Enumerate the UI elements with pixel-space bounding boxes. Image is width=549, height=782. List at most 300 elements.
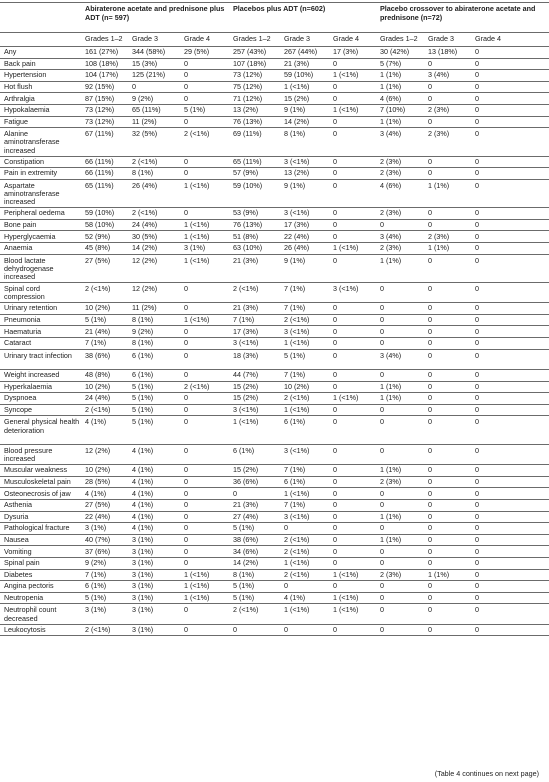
row-value: 0 [428, 208, 433, 218]
row-value: 0 [428, 283, 433, 293]
row-value: 9 (2%) [132, 326, 154, 336]
table-row [0, 349, 549, 369]
row-value: 0 [428, 581, 433, 591]
row-value: 7 (1%) [284, 500, 306, 510]
row-value: 0 [333, 511, 338, 521]
row-value: 27 (4%) [233, 511, 259, 521]
row-value: 0 [475, 93, 480, 103]
row-value: 12 (2%) [85, 445, 111, 455]
row-value: 66 (11%) [85, 156, 114, 166]
row-value: 0 [428, 370, 433, 380]
row-label: Syncope [4, 405, 32, 415]
row-value: 0 [333, 488, 338, 498]
row-value: 0 [184, 326, 188, 336]
row-value: 2 (<1%) [85, 283, 111, 293]
row-value: 0 [475, 417, 480, 427]
row-value: 0 [475, 624, 480, 634]
row-value: 15 (2%) [233, 381, 259, 391]
row-value: 73 (12%) [233, 70, 263, 80]
row-value: 1 (<1%) [284, 488, 310, 498]
row-value: 2 (3%) [428, 231, 450, 241]
row-value: 0 [184, 558, 188, 568]
row-value: 2 (<1%) [284, 315, 310, 325]
row-value: 1 (<1%) [333, 70, 359, 80]
row-value: 4 (1%) [132, 476, 154, 486]
row-value: 0 [184, 511, 188, 521]
row-value: 0 [333, 500, 338, 510]
row-label: Hypertension [4, 70, 47, 80]
row-value: 1 (1%) [380, 393, 402, 403]
row-value: 0 [428, 534, 433, 544]
row-value: 0 [333, 338, 338, 348]
row-value: 0 [333, 476, 338, 486]
row-value: 30 (5%) [132, 231, 158, 241]
row-value: 0 [333, 58, 338, 68]
row-value: 7 (1%) [233, 315, 255, 325]
row-value: 0 [475, 488, 480, 498]
row-value: 0 [428, 303, 433, 313]
row-value: 2 (<1%) [184, 129, 210, 139]
row-value: 57 (9%) [233, 168, 259, 178]
row-value: 26 (4%) [132, 180, 158, 190]
group-header-row [0, 3, 549, 33]
row-value: 0 [475, 70, 480, 80]
row-value: 0 [380, 624, 385, 634]
row-value: 1 (<1%) [333, 592, 359, 602]
row-value: 0 [428, 168, 433, 178]
row-label: Diabetes [4, 569, 33, 579]
row-value: 0 [333, 180, 338, 190]
row-value: 2 (<1%) [233, 283, 259, 293]
row-value: 0 [184, 488, 188, 498]
row-value: 8 (1%) [284, 129, 306, 139]
row-value: 0 [380, 592, 385, 602]
row-value: 0 [333, 81, 338, 91]
row-value: 5 (1%) [85, 315, 107, 325]
row-value: 76 (13%) [233, 116, 263, 126]
row-value: 0 [184, 350, 188, 360]
row-value: 92 (15%) [85, 81, 115, 91]
row-value: 3 (1%) [85, 523, 107, 533]
row-value: 2 (3%) [380, 208, 402, 218]
row-value: 0 [428, 546, 433, 556]
row-value: 34 (6%) [233, 546, 259, 556]
row-value: 8 (1%) [132, 315, 154, 325]
row-value: 21 (4%) [85, 326, 111, 336]
row-value: 1 (<1%) [184, 231, 210, 241]
row-value: 0 [333, 219, 338, 229]
row-value: 76 (13%) [233, 219, 263, 229]
row-value: 0 [333, 523, 338, 533]
row-value: 0 [184, 116, 188, 126]
row-value: 107 (18%) [233, 58, 267, 68]
row-value: 0 [333, 231, 338, 241]
row-value: 0 [475, 129, 480, 139]
row-value: 75 (12%) [233, 81, 263, 91]
row-value: 0 [333, 208, 338, 218]
row-value: 13 (2%) [233, 105, 259, 115]
row-value: 0 [380, 219, 385, 229]
row-value: 0 [475, 370, 480, 380]
row-value: 59 (10%) [284, 70, 314, 80]
row-value: 0 [475, 326, 480, 336]
table-row [0, 168, 549, 180]
subheader-blank [0, 33, 82, 47]
row-value: 3 (1%) [132, 569, 154, 579]
row-value: 1 (<1%) [184, 255, 210, 265]
row-label: Blood pressure increased [4, 445, 53, 464]
row-value: 65 (11%) [132, 105, 161, 115]
row-value: 0 [475, 156, 480, 166]
row-label: Any [4, 47, 17, 57]
row-value: 2 (<1%) [85, 405, 111, 415]
row-label: Back pain [4, 58, 36, 68]
row-value: 21 (3%) [233, 500, 259, 510]
row-label: Angina pectoris [4, 581, 54, 591]
row-value: 1 (<1%) [333, 105, 359, 115]
row-value: 7 (1%) [85, 338, 107, 348]
row-value: 5 (1%) [132, 381, 154, 391]
row-value: 0 [428, 156, 433, 166]
row-value: 0 [333, 624, 338, 634]
row-value: 9 (1%) [284, 180, 306, 190]
row-value: 0 [475, 303, 480, 313]
row-value: 59 (10%) [233, 180, 263, 190]
row-value: 4 (1%) [132, 500, 154, 510]
row-value: 0 [475, 81, 480, 91]
row-value: 30 (42%) [380, 47, 410, 57]
row-value: 13 (2%) [284, 168, 310, 178]
table-row [0, 416, 549, 444]
row-value: 4 (6%) [380, 93, 402, 103]
table-row [0, 546, 549, 558]
row-value: 0 [428, 93, 433, 103]
row-value: 4 (1%) [132, 523, 154, 533]
row-value: 0 [428, 255, 433, 265]
row-value: 87 (15%) [85, 93, 115, 103]
row-value: 4 (1%) [85, 417, 107, 427]
row-value: 1 (1%) [380, 465, 402, 475]
row-value: 0 [184, 393, 188, 403]
table-row [0, 116, 549, 128]
table-row [0, 557, 549, 569]
row-value: 0 [233, 624, 238, 634]
row-label: Urinary tract infection [4, 350, 72, 360]
row-value: 5 (1%) [284, 350, 306, 360]
row-value: 4 (1%) [132, 488, 154, 498]
row-value: 59 (10%) [85, 208, 115, 218]
row-value: 0 [184, 338, 188, 348]
row-label: Asthenia [4, 500, 32, 510]
row-value: 37 (6%) [85, 546, 111, 556]
row-label: Anaemia [4, 243, 33, 253]
row-value: 1 (<1%) [233, 417, 259, 427]
row-value: 0 [333, 129, 338, 139]
row-value: 1 (<1%) [184, 592, 210, 602]
row-value: 0 [284, 624, 289, 634]
table-row [0, 208, 549, 220]
table-row [0, 104, 549, 116]
row-value: 36 (6%) [233, 476, 259, 486]
table-row [0, 303, 549, 315]
group-header-crossover: Placebo crossover to abiraterone acetate and prednisone (n=72) [380, 4, 536, 22]
row-value: 0 [380, 445, 385, 455]
row-value: 5 (1%) [233, 523, 255, 533]
row-value: 10 (2%) [85, 303, 111, 313]
row-label: Blood lactate dehydrogenase increased [4, 255, 54, 281]
table-row [0, 592, 549, 604]
row-value: 71 (12%) [233, 93, 263, 103]
row-value: 69 (11%) [233, 129, 262, 139]
row-value: 0 [475, 219, 480, 229]
row-value: 0 [184, 93, 188, 103]
row-value: 0 [475, 465, 480, 475]
row-value: 63 (10%) [233, 243, 263, 253]
row-value: 7 (1%) [284, 303, 306, 313]
row-value: 14 (2%) [132, 243, 158, 253]
row-value: 0 [428, 445, 433, 455]
row-value: 0 [333, 465, 338, 475]
row-value: 0 [475, 315, 480, 325]
row-label: Neutrophil count decreased [4, 605, 57, 623]
row-value: 0 [428, 405, 433, 415]
adverse-events-table [0, 2, 549, 636]
row-value: 14 (2%) [233, 558, 259, 568]
row-value: 1 (1%) [380, 70, 402, 80]
row-value: 6 (1%) [132, 370, 154, 380]
table-row [0, 47, 549, 59]
row-value: 3 (4%) [380, 129, 402, 139]
row-value: 0 [380, 417, 385, 427]
row-value: 22 (4%) [284, 231, 310, 241]
row-value: 0 [428, 476, 433, 486]
row-value: 0 [475, 243, 480, 253]
row-value: 12 (2%) [132, 255, 158, 265]
row-value: 0 [184, 546, 188, 556]
row-value: 2 (<1%) [85, 624, 111, 634]
row-value: 13 (18%) [428, 47, 458, 57]
row-value: 6 (1%) [284, 417, 306, 427]
row-value: 0 [428, 488, 433, 498]
row-value: 0 [475, 476, 480, 486]
table-row [0, 370, 549, 382]
row-value: 14 (2%) [284, 116, 310, 126]
row-label: Peripheral oedema [4, 208, 65, 218]
group-header-abiraterone: Abiraterone acetate and prednisone plus ADT (n= 597) [85, 4, 225, 22]
row-value: 9 (1%) [284, 255, 306, 265]
row-value: 0 [333, 326, 338, 336]
row-label: Muscular weakness [4, 465, 68, 475]
row-value: 24 (4%) [132, 219, 158, 229]
row-value: 0 [184, 208, 188, 218]
row-value: 3 (1%) [132, 624, 154, 634]
row-value: 2 (3%) [428, 105, 450, 115]
table-body [0, 47, 549, 636]
row-value: 1 (1%) [380, 381, 402, 391]
row-value: 7 (1%) [85, 569, 107, 579]
row-value: 5 (7%) [380, 58, 402, 68]
row-value: 2 (<1%) [284, 534, 310, 544]
row-value: 15 (2%) [233, 393, 259, 403]
row-value: 7 (1%) [284, 283, 306, 293]
row-value: 28 (5%) [85, 476, 111, 486]
row-value: 0 [428, 605, 433, 615]
row-value: 0 [475, 592, 480, 602]
row-value: 0 [184, 303, 188, 313]
row-label: Fatigue [4, 116, 28, 126]
row-value: 0 [475, 500, 480, 510]
row-value: 3 (<1%) [333, 283, 359, 293]
row-value: 0 [380, 605, 385, 615]
subheader-cell: Grade 3 [281, 33, 330, 47]
row-value: 0 [475, 231, 480, 241]
row-value: 52 (9%) [85, 231, 111, 241]
row-label: Arthralgia [4, 93, 35, 103]
table-row [0, 179, 549, 207]
table-row [0, 604, 549, 624]
row-value: 0 [132, 81, 136, 91]
row-value: 32 (5%) [132, 129, 158, 139]
row-value: 67 (11%) [85, 129, 114, 139]
row-value: 0 [428, 326, 433, 336]
row-value: 0 [428, 624, 433, 634]
row-value: 2 (3%) [380, 569, 402, 579]
row-value: 0 [475, 255, 480, 265]
row-value: 40 (7%) [85, 534, 111, 544]
row-value: 0 [184, 70, 188, 80]
row-value: 2 (<1%) [284, 393, 310, 403]
row-value: 0 [428, 116, 433, 126]
row-value: 21 (3%) [233, 255, 259, 265]
row-value: 1 (1%) [380, 511, 402, 521]
row-value: 0 [184, 58, 188, 68]
table-row [0, 338, 549, 350]
row-value: 15 (2%) [233, 465, 259, 475]
row-value: 0 [184, 605, 188, 615]
row-value: 0 [475, 393, 480, 403]
row-label: Neutropenia [4, 592, 44, 602]
row-value: 5 (1%) [85, 592, 107, 602]
row-value: 9 (2%) [132, 93, 154, 103]
row-value: 11 (2%) [132, 116, 157, 126]
row-value: 0 [475, 523, 480, 533]
row-value: 0 [380, 303, 385, 313]
row-value: 2 (<1%) [284, 569, 310, 579]
row-value: 4 (1%) [132, 465, 154, 475]
row-value: 3 (1%) [132, 605, 154, 615]
row-value: 0 [184, 465, 188, 475]
row-value: 6 (1%) [284, 476, 306, 486]
row-value: 3 (<1%) [284, 326, 310, 336]
row-label: Vomiting [4, 546, 32, 556]
row-value: 2 (<1%) [284, 546, 310, 556]
row-value: 5 (1%) [184, 105, 206, 115]
row-value: 1 (<1%) [284, 558, 310, 568]
row-label: Nausea [4, 534, 29, 544]
row-value: 0 [333, 546, 338, 556]
row-value: 2 (<1%) [132, 208, 158, 218]
row-value: 48 (8%) [85, 370, 111, 380]
row-value: 0 [380, 523, 385, 533]
row-value: 22 (4%) [85, 511, 111, 521]
row-value: 3 (1%) [85, 605, 107, 615]
row-value: 66 (11%) [85, 168, 114, 178]
row-value: 344 (58%) [132, 47, 166, 57]
row-value: 73 (12%) [85, 116, 115, 126]
row-value: 0 [284, 523, 289, 533]
row-value: 18 (3%) [233, 350, 259, 360]
row-value: 1 (<1%) [184, 180, 210, 190]
row-value: 267 (44%) [284, 47, 318, 57]
row-value: 5 (1%) [233, 581, 255, 591]
row-value: 5 (1%) [132, 417, 154, 427]
row-value: 44 (7%) [233, 370, 259, 380]
row-value: 0 [428, 500, 433, 510]
row-label: Osteonecrosis of jaw [4, 488, 71, 498]
row-value: 0 [333, 315, 338, 325]
row-value: 8 (1%) [132, 168, 154, 178]
row-value: 0 [333, 350, 338, 360]
row-label: Haematuria [4, 326, 42, 336]
row-value: 45 (8%) [85, 243, 111, 253]
row-value: 0 [475, 511, 480, 521]
row-value: 3 (<1%) [284, 156, 310, 166]
table-row [0, 242, 549, 254]
row-value: 2 (<1%) [184, 381, 210, 391]
row-value: 2 (3%) [380, 243, 402, 253]
row-value: 0 [475, 569, 480, 579]
row-value: 0 [475, 445, 480, 455]
table-row [0, 231, 549, 243]
table-row [0, 465, 549, 477]
row-value: 0 [380, 581, 385, 591]
row-value: 10 (2%) [85, 465, 111, 475]
row-value: 0 [333, 381, 338, 391]
row-value: 1 (<1%) [284, 405, 310, 415]
row-value: 6 (1%) [85, 581, 107, 591]
row-value: 29 (5%) [184, 47, 210, 57]
group-header-placebo: Placebos plus ADT (n=602) [233, 4, 326, 13]
row-value: 1 (1%) [380, 81, 402, 91]
row-value: 0 [380, 283, 385, 293]
row-value: 12 (2%) [132, 283, 158, 293]
row-value: 9 (1%) [284, 105, 306, 115]
row-value: 3 (<1%) [233, 338, 259, 348]
table-row [0, 314, 549, 326]
continuation-note: (Table 4 continues on next page) [434, 769, 539, 778]
row-value: 0 [233, 488, 238, 498]
row-value: 15 (2%) [284, 93, 310, 103]
row-value: 4 (1%) [85, 488, 107, 498]
row-value: 0 [475, 381, 480, 391]
subheader-cell: Grades 1–2 [82, 33, 129, 47]
row-value: 0 [428, 315, 433, 325]
row-label: Weight increased [4, 370, 60, 380]
row-value: 1 (1%) [428, 569, 450, 579]
row-value: 1 (<1%) [184, 315, 210, 325]
row-value: 5 (1%) [233, 592, 255, 602]
row-value: 0 [184, 370, 188, 380]
table-row [0, 156, 549, 168]
subheader-cell: Grades 1–2 [377, 33, 425, 47]
row-label: Pneumonia [4, 315, 41, 325]
row-value: 1 (<1%) [333, 393, 359, 403]
row-value: 0 [184, 445, 188, 455]
row-value: 21 (3%) [233, 303, 259, 313]
row-value: 0 [428, 417, 433, 427]
table-row [0, 476, 549, 488]
row-value: 3 (4%) [428, 70, 450, 80]
